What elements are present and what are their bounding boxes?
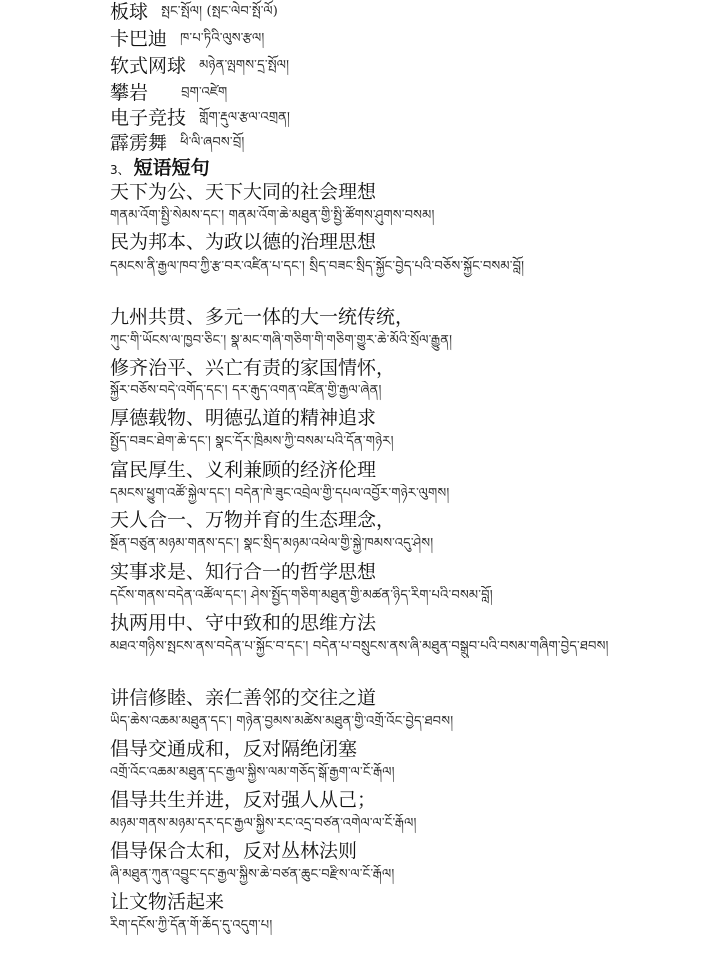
phrase-chinese: 九州共贯、多元一体的大一统传统， [110, 306, 415, 328]
vocab-item-soft-tennis [110, 54, 289, 78]
phrase-chinese: 执两用中、守中致和的思维方法 [110, 612, 377, 634]
phrase-chinese: 天人合一、万物并育的生态理念， [110, 509, 396, 531]
vocab-item-breakdance [110, 131, 244, 155]
phrase-tibetan: གནམ་འོག་སྤྱི་སེམས་དང་། གནམ་འོག་ཆེ་མཐུན་གྱི་སྤྱི་ཚོགས་ཤུགས་བསམ། [110, 208, 435, 223]
vocab-chinese: 攀岩 [110, 82, 149, 104]
phrase-chinese: 让文物活起来 [110, 891, 225, 913]
phrase-chinese: 厚德载物、明德弘道的精神追求 [110, 407, 377, 429]
phrase-chinese: 倡导交通成和，反对隔绝闭塞 [110, 738, 358, 760]
vocab-tibetan: བྲག་འཛེག [181, 85, 228, 100]
phrase-tibetan: དངོས་གནས་བདེན་འཚོལ་དང་། ཤེས་སྤྱོད་གཅིག་མཐུན་གྱི་མཚན་ཉིད་རིག་པའི་བསམ་བློ། [110, 588, 493, 603]
phrase-chinese: 天下为公、天下大同的社会理想 [110, 181, 377, 203]
vocab-chinese: 软式网球 [110, 55, 187, 77]
phrase-tibetan: སྔོན་བཙུན་མཉམ་གནས་དང་། སྣང་སྲིད་མཉམ་འཕེལ་གྱི་སྐྱེ་ཁམས་འདུ་ཤེས། [110, 536, 434, 551]
vocab-tibetan: མཉེན་ལྤགས་དྲ་སྤོལ། [199, 58, 290, 73]
vocab-item-cricket [110, 0, 278, 24]
phrase-tibetan: ཡིད་ཆེས་འཆམ་མཐུན་དང་། གཉེན་བྱམས་མཚེས་མཐུན་གྱི་འགྲོ་འོང་བྱེད་ཐབས། [110, 714, 454, 729]
vocab-chinese: 霹雳舞 [110, 132, 168, 154]
phrase-tibetan: སྤྱོད་བཟང་ཐེག་ཆེ་དང་། སྣང་དོར་ཁྲིམས་ཀྱི་བསམ་པའི་དོན་གཉེར། [110, 434, 394, 449]
vocab-item-esports [110, 106, 290, 130]
phrase-chinese: 民为邦本、为政以德的治理思想 [110, 231, 377, 253]
phrase-chinese: 倡导共生并进，反对强人从己； [110, 789, 377, 811]
vocab-chinese: 卡巴迪 [110, 28, 168, 50]
phrase-tibetan: མཐའ་གཉིས་སྤངས་ནས་བདེན་པ་སྐྱོང་བ་དང་། བདེན་པ་བསྲུངས་ནས་ཞི་མཐུན་བསྒྲུབ་པའི་བསམ་གཞིག་བྱེད་ཐབས། [110, 639, 609, 654]
phrase-tibetan: དམངས་ཕྱུག་འཚོ་སྐྱེལ་དང་། བདེན་ཁེ་ཟུང་འབྲེལ་གྱི་དཔལ་འབྱོར་གཉེར་ལུགས། [110, 486, 450, 501]
phrase-tibetan: དམངས་ནི་རྒྱལ་ཁབ་ཀྱི་རྩ་བར་འཛིན་པ་དང་། སྲིད་བཟང་སྲིད་སྐྱོང་བྱེད་པའི་བཅོས་སྐྱོང་བསམ་བློ། [110, 259, 525, 274]
phrase-tibetan: ཀུང་གི་ཡོངས་ལ་ཁྱབ་ཅིང་། སྣ་མང་གཞི་གཅིག་གི་གཅིག་གྱུར་ཆེ་མོའི་སྲོལ་རྒྱུན། [110, 333, 453, 348]
vocab-tibetan: ཁ་པ་ཏིའི་ལུས་རྩལ། [180, 31, 265, 46]
vocab-tibetan: གློག་རྡུལ་རྩལ་འགྲན། [199, 110, 291, 125]
vocab-chinese: 板球 [110, 1, 149, 23]
phrase-tibetan: འགྲོ་འོང་འཆམ་མཐུན་དང་རྒྱལ་སྐྱིས་ལམ་གཅོད་སྒོ་རྒྱག་ལ་ངོ་རྒོལ། [110, 765, 395, 780]
phrase-chinese: 富民厚生、义利兼顾的经济伦理 [110, 459, 377, 481]
phrase-tibetan: མཉམ་གནས་མཉམ་དར་དང་རྒྱལ་སྐྱིས་རང་འདྲ་བཙན་འགེལ་ལ་ངོ་རྒོལ། [110, 816, 417, 831]
phrase-chinese: 讲信修睦、亲仁善邻的交往之道 [110, 687, 377, 709]
phrase-tibetan: སྐྱོར་བཅོས་བདེ་འགོད་དང་། དར་རྒུད་འགན་འཛིན་གྱི་རྒྱལ་ཞེན། [110, 383, 382, 398]
vocab-item-rock-climbing [110, 81, 227, 105]
section-title: 短语短句 [133, 157, 210, 179]
section-number: 3、 [110, 163, 130, 177]
vocab-chinese: 电子竞技 [110, 107, 187, 129]
phrase-tibetan: རིག་དངོས་ཀྱི་དོན་གོ་ཆོད་དུ་འདུག་པ། [110, 918, 273, 933]
section-heading [110, 156, 210, 182]
vocab-tibetan: སྤང་སྤོལ། (སྤང་ལེབ་སྤོ་ལོ) [161, 4, 278, 19]
vocab-item-kabaddi [110, 27, 264, 51]
vocab-tibetan: ཕི་ལི་ཞབས་བྲོ། [180, 135, 245, 150]
phrase-chinese: 倡导保合太和，反对丛林法则 [110, 840, 358, 862]
phrase-chinese: 修齐治平、兴亡有责的家国情怀， [110, 357, 396, 379]
phrase-chinese: 实事求是、知行合一的哲学思想 [110, 561, 377, 583]
phrase-tibetan: ཞི་མཐུན་ཀུན་འབྱུང་དང་རྒྱལ་སྐྱིས་ཆེ་བཙན་ཆུང་བརྫིས་ལ་ངོ་རྒོལ། [110, 867, 395, 882]
